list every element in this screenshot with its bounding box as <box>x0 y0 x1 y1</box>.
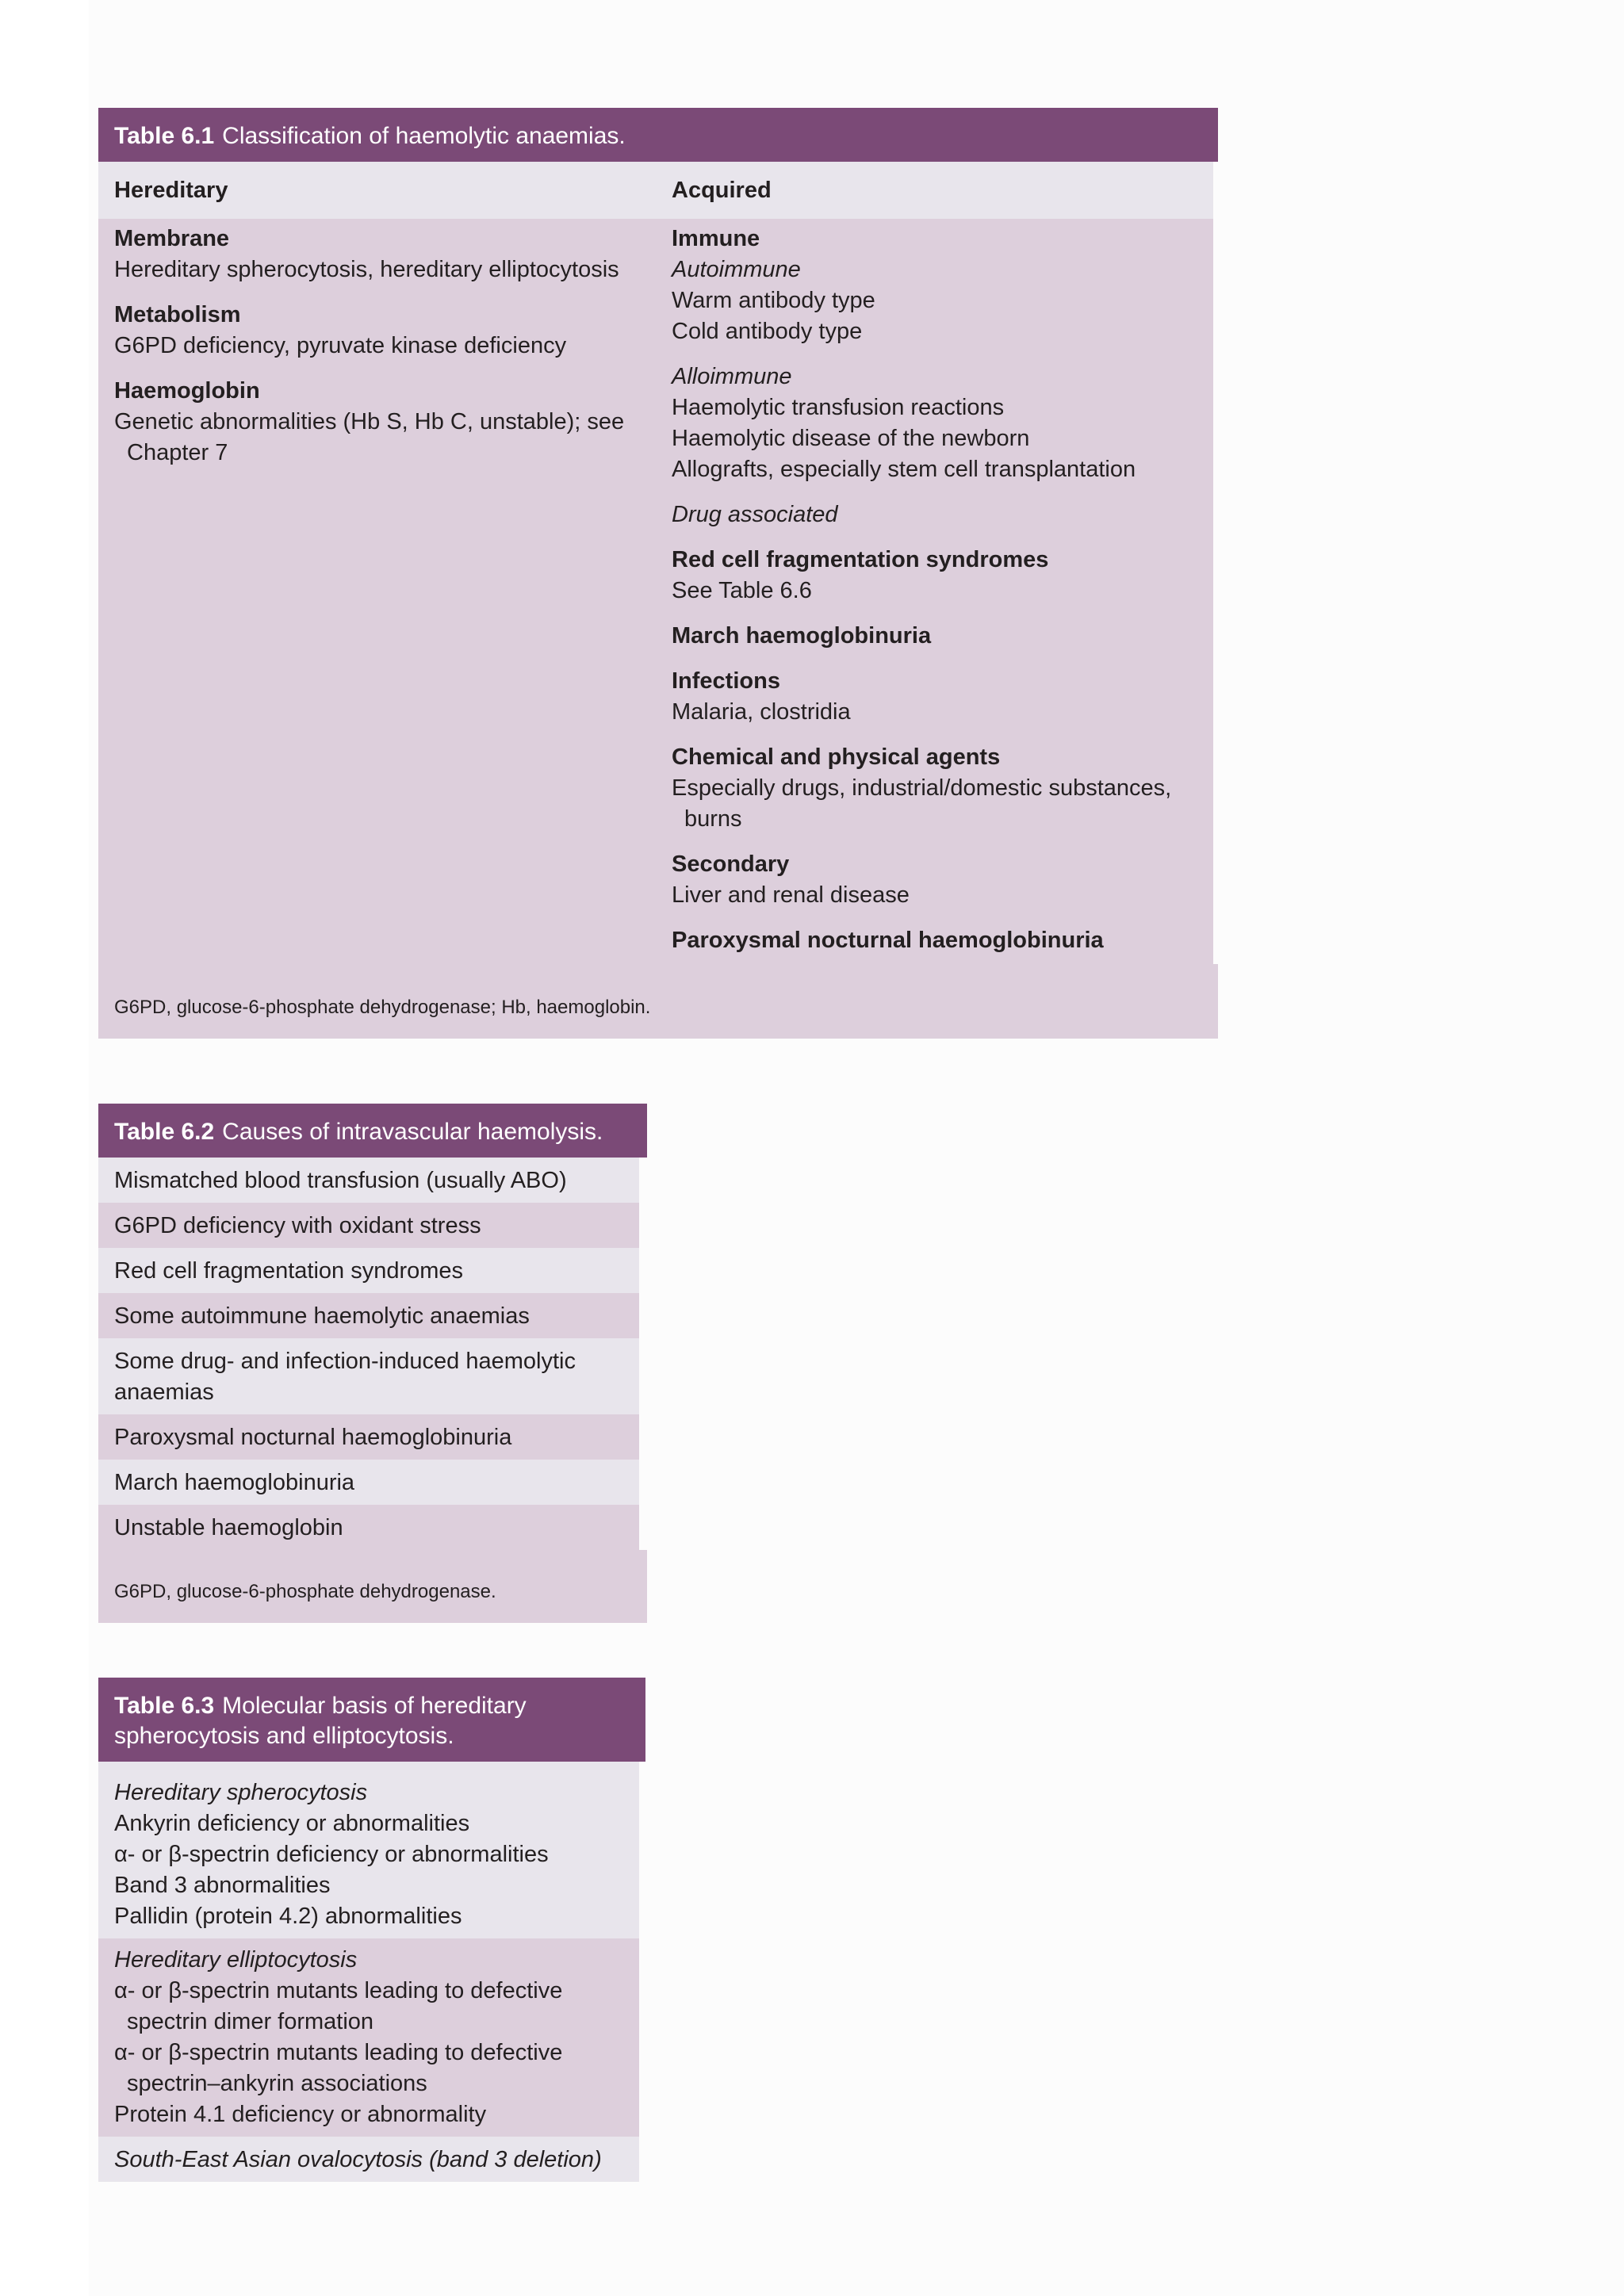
table-6-3-header <box>98 1678 645 1762</box>
heading-infections: Infections <box>672 668 780 694</box>
alloimmune-item: Haemolytic transfusion reactions <box>672 395 1005 420</box>
alloimmune-item: Allografts, especially stem cell transplantation <box>672 457 1136 482</box>
hereditary-column <box>98 219 656 964</box>
table-row: Mismatched blood transfusion (usually ABO) <box>98 1158 639 1203</box>
table-6-1-footnote-row <box>98 964 1218 1039</box>
alloimmune-item: Haemolytic disease of the newborn <box>672 426 1030 451</box>
chemical-text: Especially drugs, industrial/domestic substances, <box>672 775 1172 801</box>
row-text-cont: anaemias <box>114 1380 214 1405</box>
list-item: α- or β-spectrin mutants leading to defective <box>114 2040 563 2065</box>
autoimmune-item: Cold antibody type <box>672 319 863 344</box>
table-footnote: G6PD, glucose-6-phosphate dehydrogenase. <box>114 1581 496 1602</box>
label-elliptocytosis: Hereditary elliptocytosis <box>114 1947 358 1973</box>
heading-chemical-physical: Chemical and physical agents <box>672 744 1001 770</box>
column-header-row <box>98 162 1213 219</box>
list-item: Band 3 abnormalities <box>114 1873 331 1898</box>
table-6-3 <box>98 1678 645 2182</box>
table-6-2-header <box>98 1104 647 1158</box>
table-row: Some autoimmune haemolytic anaemias <box>98 1293 639 1338</box>
heading-metabolism: Metabolism <box>114 302 241 327</box>
table-6-2 <box>98 1104 647 1623</box>
table-row: G6PD deficiency with oxidant stress <box>98 1203 639 1248</box>
label-alloimmune: Alloimmune <box>672 364 792 389</box>
table-title-line1: Molecular basis of hereditary <box>222 1693 527 1719</box>
list-item: Protein 4.1 deficiency or abnormality <box>114 2102 487 2127</box>
haemoglobin-text: Genetic abnormalities (Hb S, Hb C, unstable); see <box>114 409 625 434</box>
table-6-1-header <box>98 108 1218 162</box>
fragmentation-text: See Table 6.6 <box>672 578 812 603</box>
row-text: Some drug- and infection-induced haemolytic <box>114 1349 576 1374</box>
heading-march-haemoglobinuria: March haemoglobinuria <box>672 623 932 649</box>
list-item: α- or β-spectrin mutants leading to defective <box>114 1978 563 2003</box>
label-spherocytosis: Hereditary spherocytosis <box>114 1780 368 1805</box>
list-item-cont: spectrin dimer formation <box>127 2009 374 2034</box>
table-row: March haemoglobinuria <box>98 1460 639 1505</box>
table-number: Table 6.2 <box>114 1119 215 1145</box>
table-title: Classification of haemolytic anaemias. <box>222 123 626 149</box>
table-body <box>98 219 1213 964</box>
column-header-hereditary: Hereditary <box>114 177 228 203</box>
list-item-cont: spectrin–ankyrin associations <box>127 2071 427 2096</box>
elliptocytosis-block <box>98 1938 639 2137</box>
heading-haemoglobin: Haemoglobin <box>114 378 260 404</box>
heading-pnh: Paroxysmal nocturnal haemoglobinuria <box>672 928 1104 953</box>
list-item: Ankyrin deficiency or abnormalities <box>114 1811 470 1836</box>
list-item: Pallidin (protein 4.2) abnormalities <box>114 1904 462 1929</box>
chemical-text-cont: burns <box>684 806 742 832</box>
autoimmune-item: Warm antibody type <box>672 288 875 313</box>
label-autoimmune: Autoimmune <box>672 257 801 282</box>
ovalocytosis-row: South-East Asian ovalocytosis (band 3 deletion) <box>98 2137 639 2182</box>
label-drug-associated: Drug associated <box>672 502 838 527</box>
table-row: Unstable haemoglobin <box>98 1505 639 1550</box>
table-row: Paroxysmal nocturnal haemoglobinuria <box>98 1414 639 1460</box>
secondary-text: Liver and renal disease <box>672 882 910 908</box>
table-number: Table 6.1 <box>114 123 215 149</box>
table-6-2-footnote-row <box>98 1550 647 1623</box>
membrane-text: Hereditary spherocytosis, hereditary elliptocytosis <box>114 257 619 282</box>
table-title: Causes of intravascular haemolysis. <box>222 1119 603 1145</box>
table-footnote: G6PD, glucose-6-phosphate dehydrogenase; Hb, haemoglobin. <box>114 997 651 1018</box>
heading-fragmentation: Red cell fragmentation syndromes <box>672 547 1049 572</box>
table-row: Red cell fragmentation syndromes <box>98 1248 639 1293</box>
table-row <box>98 1338 639 1414</box>
haemoglobin-text-cont: Chapter 7 <box>127 440 228 465</box>
infections-text: Malaria, clostridia <box>672 699 851 725</box>
heading-secondary: Secondary <box>672 851 790 877</box>
table-6-1 <box>98 108 1218 1039</box>
table-number: Table 6.3 <box>114 1693 215 1719</box>
metabolism-text: G6PD deficiency, pyruvate kinase deficiency <box>114 333 567 358</box>
list-item: α- or β-spectrin deficiency or abnormalities <box>114 1842 549 1867</box>
acquired-column <box>656 219 1213 964</box>
spherocytosis-block <box>98 1762 639 1938</box>
heading-membrane: Membrane <box>114 226 230 251</box>
table-title-line2: spherocytosis and elliptocytosis. <box>114 1723 454 1749</box>
heading-immune: Immune <box>672 226 760 251</box>
column-header-acquired: Acquired <box>672 177 772 203</box>
